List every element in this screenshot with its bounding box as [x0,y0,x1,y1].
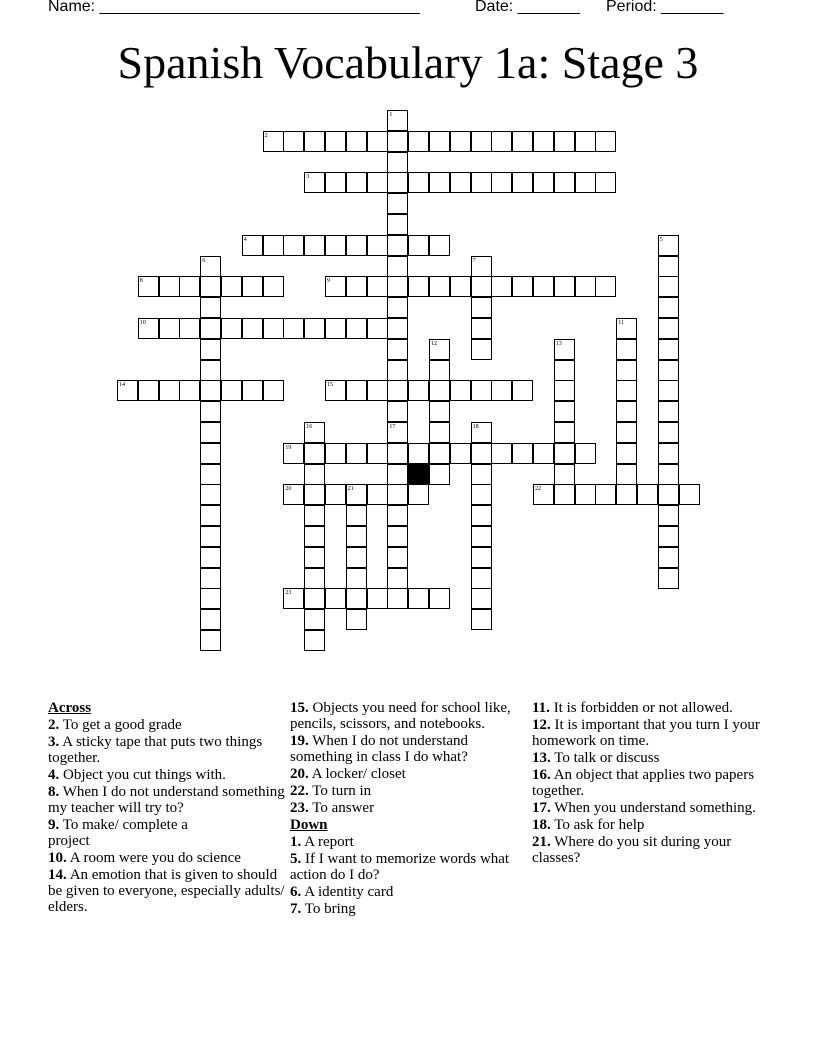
crossword-cell[interactable] [471,297,492,318]
clue-number: 6 [202,257,206,264]
crossword-cell[interactable] [471,318,492,339]
crossword-cell[interactable] [658,422,679,443]
period-field[interactable]: Period: _______ [606,0,724,15]
crossword-cell[interactable] [408,443,429,464]
crossword-cell[interactable] [179,380,200,401]
crossword-cell[interactable] [387,484,408,505]
crossword-cell[interactable] [595,131,616,152]
crossword-cell[interactable] [471,464,492,485]
clue-across-22: 22. To turn in [290,783,372,799]
crossword-cell[interactable] [304,131,325,152]
crossword-cell[interactable] [637,484,658,505]
crossword-cell[interactable] [387,547,408,568]
clue-number: 15 [327,382,333,389]
crossword-cell[interactable] [658,443,679,464]
crossword-cell[interactable] [387,172,408,193]
clue-number: 4 [243,236,247,243]
crossword-cell[interactable] [283,318,304,339]
crossword-cell[interactable] [346,235,367,256]
clues-column-1 [48,700,286,916]
crossword-cell[interactable] [595,484,616,505]
crossword-cell[interactable] [200,505,221,526]
crossword-cell[interactable] [221,276,242,297]
crossword-cell[interactable] [471,339,492,360]
crossword-cell[interactable] [471,380,492,401]
clue-number: 21 [347,486,354,493]
clue-number: 10 [139,320,146,326]
crossword-cell[interactable] [616,401,637,422]
clues-column-3 [532,700,768,867]
clue-across-9: 9. To make/ complete a project [48,817,188,849]
crossword-cell[interactable] [367,588,388,609]
crossword-cell[interactable] [575,172,596,193]
crossword-cell[interactable] [263,235,284,256]
crossword-cell[interactable] [554,464,575,485]
crossword-cell[interactable] [387,256,408,277]
crossword-cell[interactable] [471,568,492,589]
crossword-cell[interactable] [200,484,221,505]
crossword-cell[interactable] [533,443,554,464]
crossword-cell[interactable] [658,276,679,297]
crossword-cell[interactable] [263,318,284,339]
clue-number: 16 [306,424,313,430]
crossword-cell[interactable] [263,380,284,401]
crossword-cell[interactable] [304,526,325,547]
clue-across-2: 2. To get a good grade [48,717,182,733]
crossword-cell[interactable] [346,526,367,547]
crossword-cell[interactable] [346,568,367,589]
crossword-cell[interactable] [367,380,388,401]
crossword-cell[interactable] [304,443,325,464]
crossword-cell[interactable] [429,464,450,485]
crossword-cell[interactable] [512,276,533,297]
clue-across-20: 20. A locker/ closet [290,766,406,782]
crossword-cell[interactable] [554,131,575,152]
clue-number: 14 [119,382,125,389]
crossword-cell[interactable] [283,131,304,152]
clue-number: 1 [389,112,393,118]
crossword-cell[interactable] [304,464,325,485]
crossword-cell[interactable] [408,484,429,505]
crossword-cell[interactable] [200,422,221,443]
crossword-cell[interactable] [387,568,408,589]
crossword-cell[interactable] [658,568,679,589]
crossword-cell[interactable] [616,339,637,360]
crossword-cell[interactable] [200,380,221,401]
clue-number: 23 [285,590,292,597]
crossword-cell[interactable] [491,443,512,464]
crossword-cell[interactable] [658,526,679,547]
crossword-cell[interactable] [325,443,346,464]
crossword-cell[interactable] [429,380,450,401]
crossword-cell[interactable] [450,380,471,401]
crossword-cell[interactable] [429,401,450,422]
crossword-cell[interactable] [304,568,325,589]
crossword-cell[interactable] [387,526,408,547]
clue-number: 5 [659,236,663,243]
crossword-cell[interactable] [325,318,346,339]
crossword-cell[interactable] [408,380,429,401]
crossword-cell[interactable] [471,505,492,526]
clue-down-16: 16. An object that applies two papers together. [532,767,755,799]
crossword-cell[interactable] [200,401,221,422]
crossword-cell[interactable] [616,360,637,381]
crossword-cell[interactable] [200,547,221,568]
crossword-cell[interactable] [658,318,679,339]
crossword-cell[interactable] [325,172,346,193]
clue-number: 9 [327,278,330,285]
crossword-cell[interactable] [429,588,450,609]
crossword-cell[interactable] [450,443,471,464]
crossword-cell[interactable] [367,172,388,193]
crossword-cell[interactable] [429,235,450,256]
crossword-cell[interactable] [304,609,325,630]
crossword-cell[interactable] [200,360,221,381]
blocked-cell [408,464,429,485]
crossword-cell[interactable] [200,588,221,609]
crossword-cell[interactable] [554,380,575,401]
crossword-cell[interactable] [575,131,596,152]
crossword-cell[interactable] [512,131,533,152]
crossword-cell[interactable] [491,172,512,193]
crossword-cell[interactable] [429,276,450,297]
crossword-cell[interactable] [242,276,263,297]
crossword-cell[interactable] [159,380,180,401]
crossword-cell[interactable] [471,547,492,568]
crossword-cell[interactable] [346,172,367,193]
crossword-cell[interactable] [221,380,242,401]
crossword-cell[interactable] [554,401,575,422]
crossword-cell[interactable] [471,588,492,609]
crossword-cell[interactable] [658,547,679,568]
crossword-cell[interactable] [387,235,408,256]
crossword-cell[interactable] [304,235,325,256]
name-field[interactable]: Name: ____________________________________ [48,0,420,15]
clue-number: 7 [472,257,476,264]
crossword-cell[interactable] [658,401,679,422]
crossword-cell[interactable] [283,235,304,256]
crossword-cell[interactable] [304,484,325,505]
crossword-cell[interactable] [512,443,533,464]
clue-across-14: 14. An emotion that is given to should be given to everyone, especially adults/ elders. [48,867,285,915]
crossword-cell[interactable] [658,484,679,505]
clue-down-6: 6. A identity card [290,884,394,900]
crossword-cell[interactable] [533,276,554,297]
crossword-cell[interactable] [575,276,596,297]
crossword-cell[interactable] [179,318,200,339]
crossword-cell[interactable] [367,276,388,297]
crossword-cell[interactable] [200,318,221,339]
crossword-cell[interactable] [387,401,408,422]
crossword-cell[interactable] [471,276,492,297]
crossword-cell[interactable] [595,276,616,297]
crossword-cell[interactable] [408,276,429,297]
clue-number: 11 [618,320,624,326]
crossword-cell[interactable] [554,422,575,443]
crossword-cell[interactable] [575,443,596,464]
crossword-cell[interactable] [491,276,512,297]
crossword-cell[interactable] [616,380,637,401]
crossword-cell[interactable] [408,588,429,609]
crossword-cell[interactable] [471,609,492,630]
crossword-cell[interactable] [387,297,408,318]
crossword-cell[interactable] [367,318,388,339]
crossword-cell[interactable] [367,484,388,505]
crossword-cell[interactable] [304,318,325,339]
crossword-cell[interactable] [512,172,533,193]
clue-number: 2 [264,132,268,139]
clue-across-8: 8. When I do not understand something my teacher will try to? [48,784,285,816]
crossword-cell[interactable] [387,318,408,339]
clue-down-17: 17. When you understand something. [532,800,756,816]
crossword-cell[interactable] [387,131,408,152]
crossword-cell[interactable] [325,484,346,505]
crossword-cell[interactable] [346,443,367,464]
clue-number: 17 [389,424,396,430]
crossword-cell[interactable] [200,526,221,547]
crossword-cell[interactable] [138,380,159,401]
crossword-cell[interactable] [325,131,346,152]
crossword-cell[interactable] [325,235,346,256]
crossword-cell[interactable] [616,484,637,505]
crossword-cell[interactable] [242,318,263,339]
crossword-cell[interactable] [304,505,325,526]
clue-number: 8 [139,278,143,285]
crossword-cell[interactable] [658,505,679,526]
crossword-cell[interactable] [221,318,242,339]
clue-number: 22 [535,486,541,493]
clue-down-1: 1. A report [290,834,354,850]
crossword-cell[interactable] [200,276,221,297]
crossword-cell[interactable] [346,131,367,152]
crossword-cell[interactable] [408,235,429,256]
crossword-cell[interactable] [387,443,408,464]
crossword-cell[interactable] [658,339,679,360]
crossword-cell[interactable] [159,276,180,297]
date-field[interactable]: Date: _______ [475,0,580,15]
clue-number: 12 [431,340,437,347]
crossword-cell[interactable] [179,276,200,297]
crossword-cell[interactable] [575,484,596,505]
crossword-cell[interactable] [200,609,221,630]
crossword-cell[interactable] [554,360,575,381]
crossword-cell[interactable] [346,547,367,568]
clue-number: 20 [285,486,292,493]
clues-column-2 [290,700,518,918]
clue-number: 3 [306,174,310,181]
clue-number: 19 [285,444,292,451]
crossword-cell[interactable] [200,568,221,589]
crossword-cell[interactable] [200,339,221,360]
crossword-cell[interactable] [387,152,408,173]
crossword-cell[interactable] [429,360,450,381]
crossword-cell[interactable] [387,464,408,485]
crossword-cell[interactable] [554,484,575,505]
crossword-cell[interactable] [429,422,450,443]
crossword-cell[interactable] [471,172,492,193]
crossword-cell[interactable] [304,630,325,651]
crossword-cell[interactable] [491,380,512,401]
crossword-cell[interactable] [387,588,408,609]
crossword-cell[interactable] [346,609,367,630]
crossword-cell[interactable] [387,214,408,235]
crossword-cell[interactable] [616,464,637,485]
crossword-cell[interactable] [346,588,367,609]
crossword-cell[interactable] [346,318,367,339]
crossword-cell[interactable] [450,131,471,152]
crossword-cell[interactable] [387,360,408,381]
clue-number: 18 [472,424,479,430]
crossword-cell[interactable] [658,464,679,485]
crossword-cell[interactable] [616,422,637,443]
crossword-cell[interactable] [387,505,408,526]
page-title: Spanish Vocabulary 1a: Stage 3 [117,37,699,88]
crossword-cell[interactable] [200,464,221,485]
crossword-cell[interactable] [533,131,554,152]
clue-number: 13 [555,340,562,347]
crossword-cell[interactable] [263,276,284,297]
down-heading: Down [290,817,328,833]
clue-down-12: 12. It is important that you turn I your homework on time. [532,717,760,749]
crossword-cell[interactable] [658,256,679,277]
crossword-cell[interactable] [367,235,388,256]
clue-down-5: 5. If I want to memorize words what action do I do? [290,851,510,883]
crossword-cell[interactable] [533,172,554,193]
clue-down-13: 13. To talk or discuss [532,750,660,766]
crossword-cell[interactable] [471,131,492,152]
clue-down-7: 7. To bring [290,901,356,917]
crossword-cell[interactable] [346,276,367,297]
clue-down-11: 11. It is forbidden or not allowed. [532,700,733,716]
clue-down-21: 21. Where do you sit during your classes? [532,834,732,866]
crossword-cell[interactable] [387,339,408,360]
crossword-cell[interactable] [471,526,492,547]
crossword-cell[interactable] [200,443,221,464]
crossword-cell[interactable] [346,505,367,526]
crossword-cell[interactable] [429,443,450,464]
clue-down-18: 18. To ask for help [532,817,645,833]
crossword-cell[interactable] [595,172,616,193]
crossword-cell[interactable] [491,131,512,152]
crossword-cell[interactable] [304,588,325,609]
crossword-cell[interactable] [429,131,450,152]
crossword-cell[interactable] [367,131,388,152]
crossword-cell[interactable] [658,380,679,401]
crossword-cell[interactable] [471,443,492,464]
crossword-cell[interactable] [554,276,575,297]
crossword-cell[interactable] [554,172,575,193]
crossword-cell[interactable] [408,131,429,152]
across-heading: Across [48,700,92,716]
crossword-cell[interactable] [346,380,367,401]
clue-across-23: 23. To answer [290,800,375,816]
crossword-cell[interactable] [471,484,492,505]
crossword-cell[interactable] [429,172,450,193]
clue-across-15: 15. Objects you need for school like, pencils, scissors, and notebooks. [290,700,511,732]
crossword-cell[interactable] [679,484,700,505]
crossword-cell[interactable] [200,297,221,318]
crossword-cell[interactable] [512,380,533,401]
crossword-cell[interactable] [367,443,388,464]
crossword-cell[interactable] [387,193,408,214]
crossword-cell[interactable] [658,360,679,381]
clue-across-10: 10. A room were you do science [48,850,241,866]
crossword-cell[interactable] [387,380,408,401]
crossword-cell[interactable] [159,318,180,339]
crossword-cell[interactable] [408,172,429,193]
crossword-cell[interactable] [616,443,637,464]
crossword-cell[interactable] [200,630,221,651]
crossword-cell[interactable] [387,276,408,297]
crossword-cell[interactable] [325,588,346,609]
clue-across-19: 19. When I do not understand something in class I do what? [290,733,469,765]
crossword-cell[interactable] [242,380,263,401]
crossword-cell[interactable] [658,297,679,318]
clue-across-4: 4. Object you cut things with. [48,767,226,783]
crossword-cell[interactable] [554,443,575,464]
clue-across-3: 3. A sticky tape that puts two things together. [48,734,263,766]
crossword-cell[interactable] [450,276,471,297]
crossword-cell[interactable] [450,172,471,193]
crossword-cell[interactable] [304,547,325,568]
